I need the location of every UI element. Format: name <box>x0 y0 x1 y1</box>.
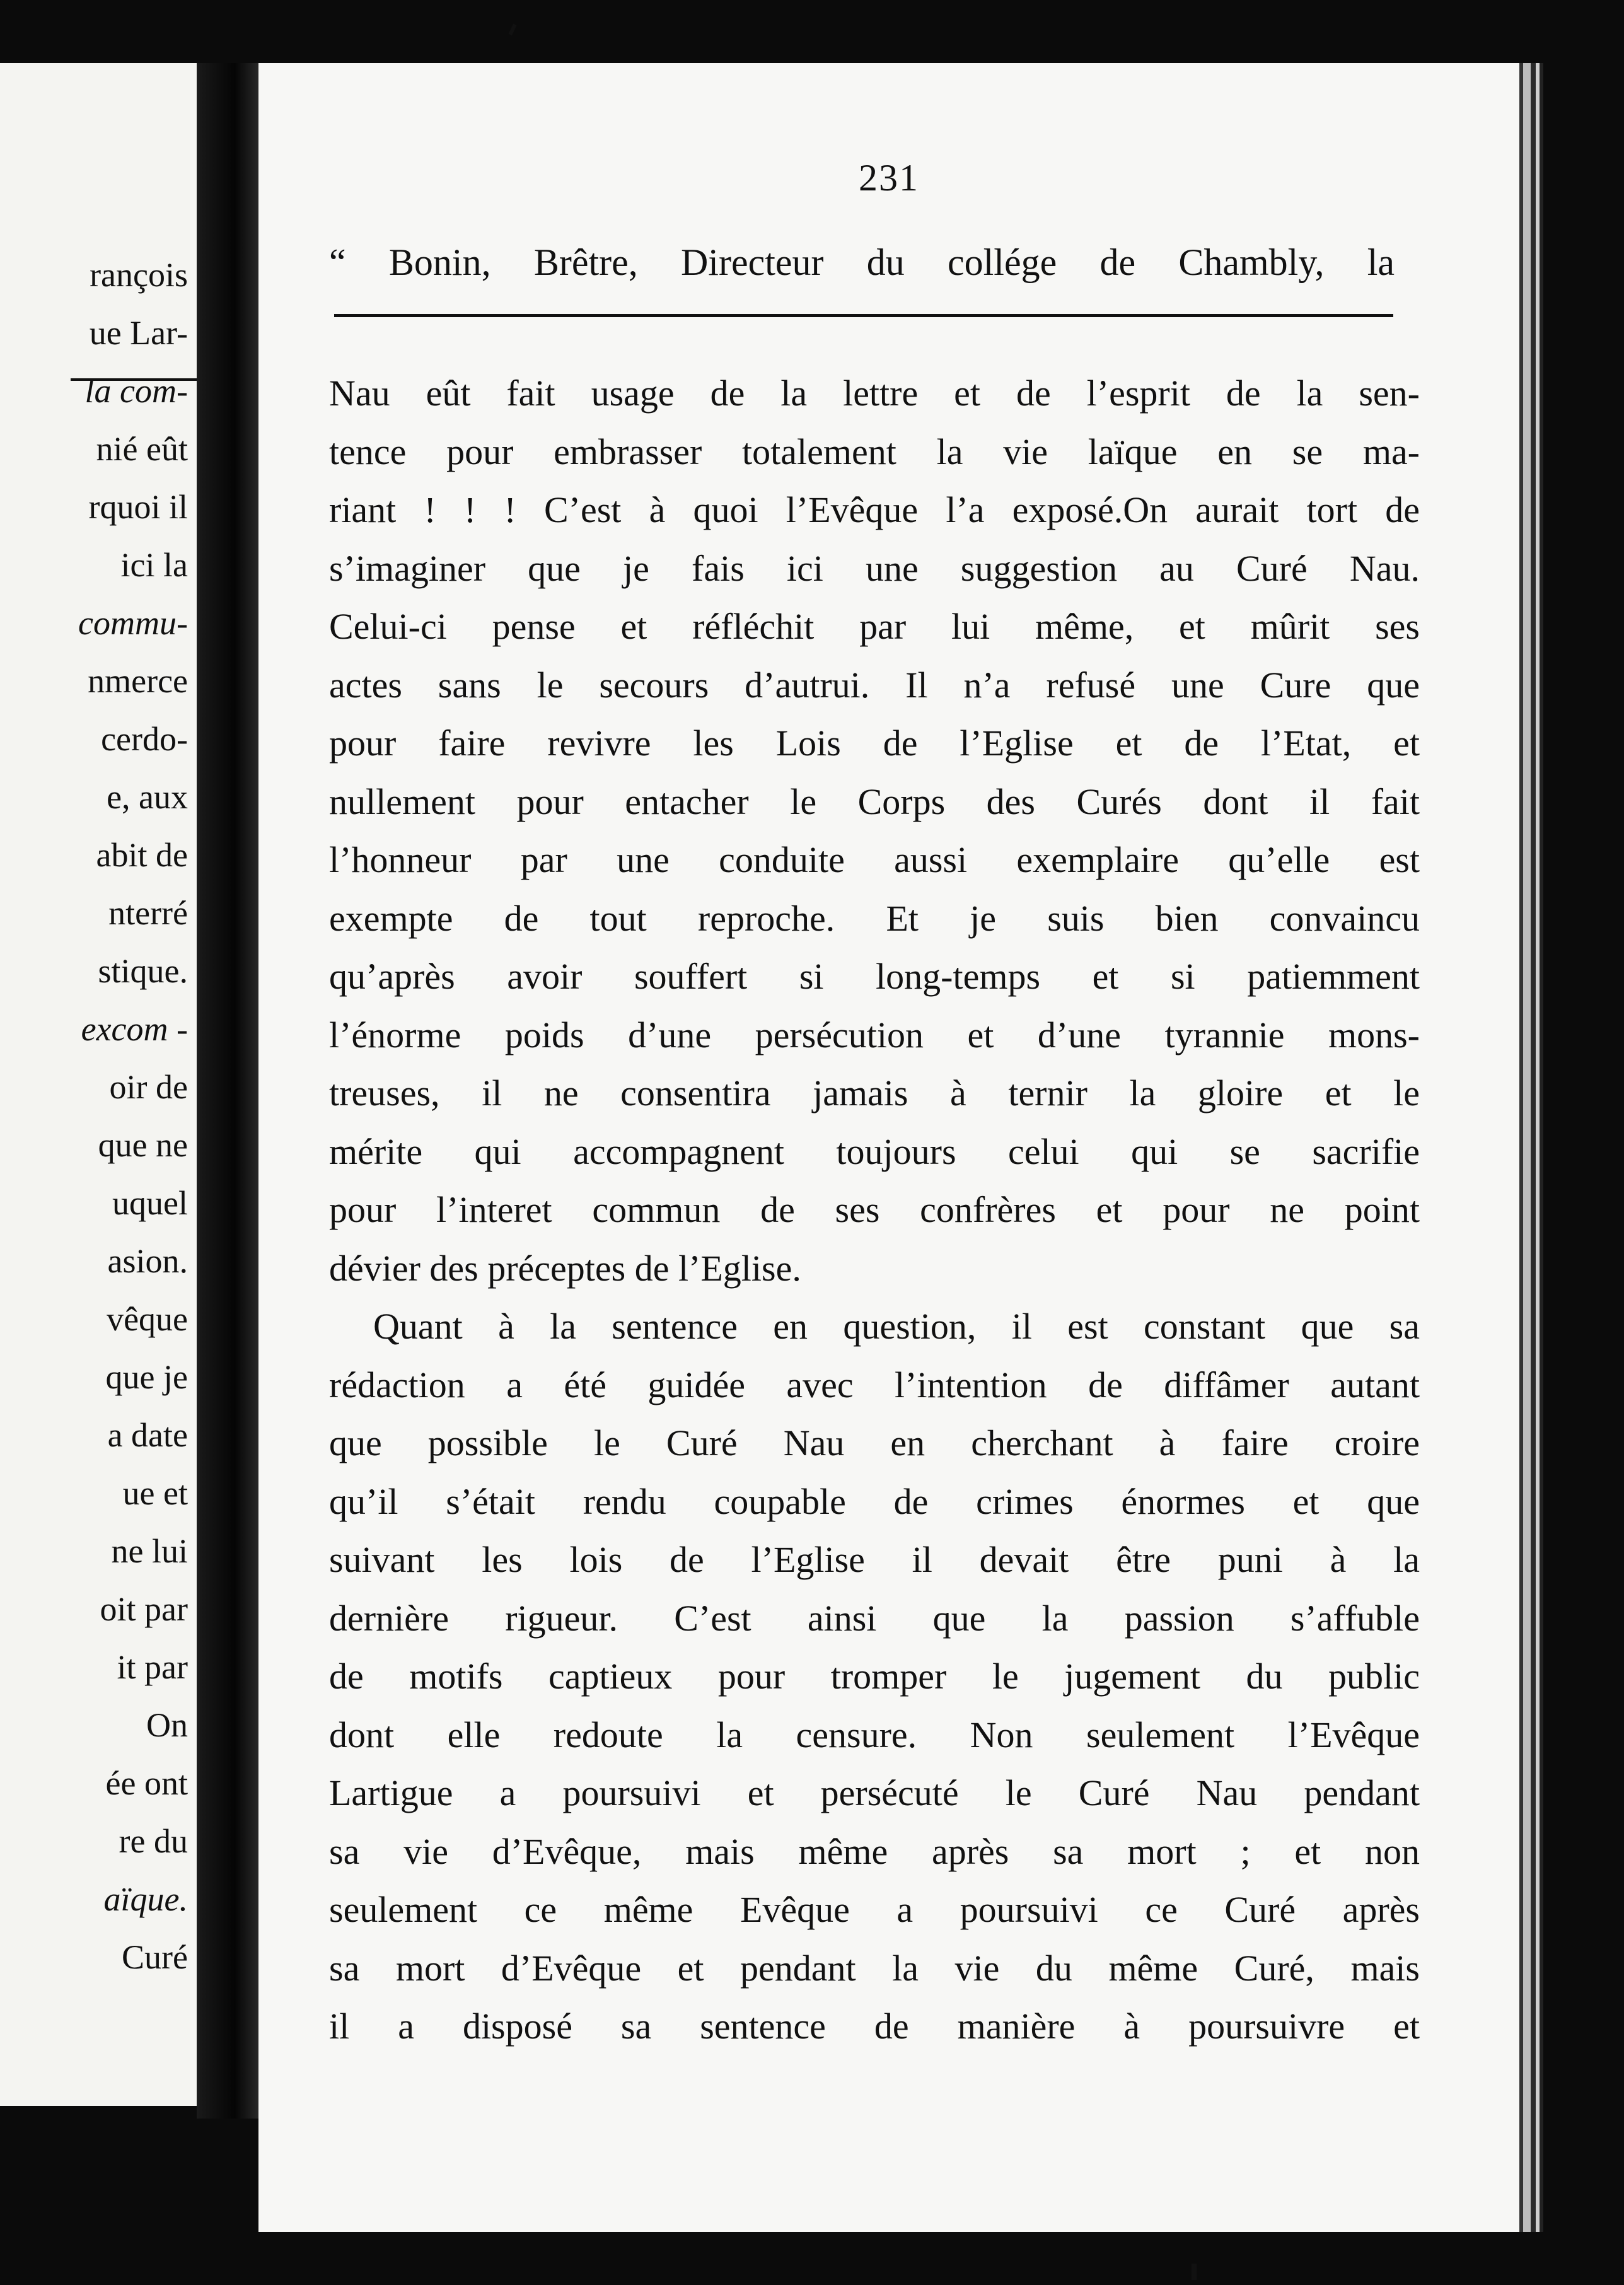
previous-page-line: ue et <box>122 1474 188 1512</box>
previous-page-line: rançois <box>90 256 188 294</box>
text-line: actes sans le secours d’autrui. Il n’a refusé une Cure que <box>329 664 1420 706</box>
previous-page-line: oit par <box>100 1590 188 1628</box>
book-gutter <box>197 63 260 2119</box>
previous-page-line: it par <box>117 1648 188 1686</box>
text-line: s’imaginer que je fais ici une suggestion au Curé Nau. <box>329 547 1420 589</box>
text-line: l’énorme poids d’une persécution et d’une tyrannie mons- <box>329 1014 1420 1055</box>
text-line: tence pour embrasser totalement la vie laïque en se ma- <box>329 431 1420 472</box>
text-line: pour faire revivre les Lois de l’Eglise et de l’Etat, et <box>329 723 1420 764</box>
text-line: nullement pour entacher le Corps des Curés dont il fait <box>329 781 1420 822</box>
text-line: exempte de tout reproche. Et je suis bien convaincu <box>329 897 1420 939</box>
text-line: riant ! ! ! C’est à quoi l’Evêque l’a exposé.On aurait tort de <box>329 489 1420 530</box>
text-line: dont elle redoute la censure. Non seulement l’Evêque <box>329 1714 1420 1755</box>
previous-page-line: nmerce <box>88 662 188 700</box>
previous-page-line: oir de <box>109 1068 188 1106</box>
text-line: sa mort d’Evêque et pendant la vie du même Curé, mais <box>329 1947 1420 1989</box>
previous-page-line: nié eût <box>96 430 188 468</box>
previous-page-text <box>78 246 188 1986</box>
previous-page-line: que ne <box>98 1126 188 1164</box>
text-line: qu’il s’était rendu coupable de crimes énormes et que <box>329 1480 1420 1522</box>
text-line: dévier des préceptes de l’Eglise. <box>329 1247 801 1289</box>
previous-page-line: asion. <box>107 1242 188 1280</box>
header-rule <box>334 314 1393 317</box>
text-line: Celui-ci pense et réfléchit par lui même, et mûrit ses <box>329 606 1420 647</box>
stray-mark <box>508 24 516 36</box>
previous-page-line: a date <box>107 1416 188 1454</box>
previous-page-edge <box>0 63 199 2106</box>
previous-page-line: uquel <box>112 1184 188 1222</box>
previous-page-line: excom - <box>81 1010 188 1048</box>
previous-page-line: que je <box>105 1358 188 1396</box>
previous-page-line: re du <box>119 1822 188 1860</box>
previous-page-line: cerdo- <box>101 720 188 758</box>
text-line: mérite qui accompagnent toujours celui qui se sacrifie <box>329 1131 1420 1172</box>
text-line: que possible le Curé Nau en cherchant à faire croire <box>329 1422 1420 1463</box>
text-line: suivant les lois de l’Eglise il devait être puni à la <box>329 1539 1420 1580</box>
previous-page-line: la com- <box>84 372 188 410</box>
previous-page-line: stique. <box>98 952 188 990</box>
previous-page-line: ici la <box>120 546 188 584</box>
previous-page-line: ne lui <box>111 1532 188 1570</box>
previous-page-line: e, aux <box>107 778 188 816</box>
previous-page-line: commu- <box>78 604 188 642</box>
previous-page-line: On <box>146 1706 188 1744</box>
text-line: treuses, il ne consentira jamais à ternir la gloire et le <box>329 1073 1420 1113</box>
previous-page-line: ée ont <box>105 1764 188 1802</box>
text-line: il a disposé sa sentence de manière à poursuivre et <box>329 2006 1420 2047</box>
text-line: sa vie d’Evêque, mais même après sa mort ; et non <box>329 1830 1420 1872</box>
text-line: dernière rigueur. C’est ainsi que la passion s’affuble <box>329 1597 1420 1639</box>
text-line: Quant à la sentence en question, il est constant que sa <box>373 1306 1420 1347</box>
previous-page-line: rquoi il <box>88 488 188 526</box>
running-head: “ Bonin, Brêtre, Directeur du collége de Chambly, la <box>329 241 1395 283</box>
text-line: rédaction a été guidée avec l’intention de diffâmer autant <box>329 1364 1420 1405</box>
text-line: Nau eût fait usage de la lettre et de l’esprit de la sen- <box>329 373 1420 414</box>
text-line: de motifs captieux pour tromper le jugement du public <box>329 1656 1420 1697</box>
text-line: Lartigue a poursuivi et persécuté le Curé Nau pendant <box>329 1772 1420 1813</box>
previous-page-line: Curé <box>122 1938 188 1976</box>
text-line: pour l’interet commun de ses confrères et pour ne point <box>329 1189 1420 1230</box>
text-line: qu’après avoir souffert si long-temps et si patiemment <box>329 956 1420 997</box>
text-line: seulement ce même Evêque a poursuivi ce Curé après <box>329 1889 1420 1930</box>
stray-mark <box>1192 2264 1197 2280</box>
body-text <box>329 364 1420 2056</box>
previous-page-line: vêque <box>107 1300 188 1338</box>
text-line: l’honneur par une conduite aussi exemplaire qu’elle est <box>329 839 1420 880</box>
book-page <box>258 63 1523 2232</box>
previous-page-line: abit de <box>96 836 188 874</box>
page-number: 231 <box>859 157 919 199</box>
previous-page-line: nterré <box>108 894 188 932</box>
previous-page-line: ue Lar- <box>89 314 188 352</box>
previous-page-line: aïque. <box>103 1880 188 1918</box>
